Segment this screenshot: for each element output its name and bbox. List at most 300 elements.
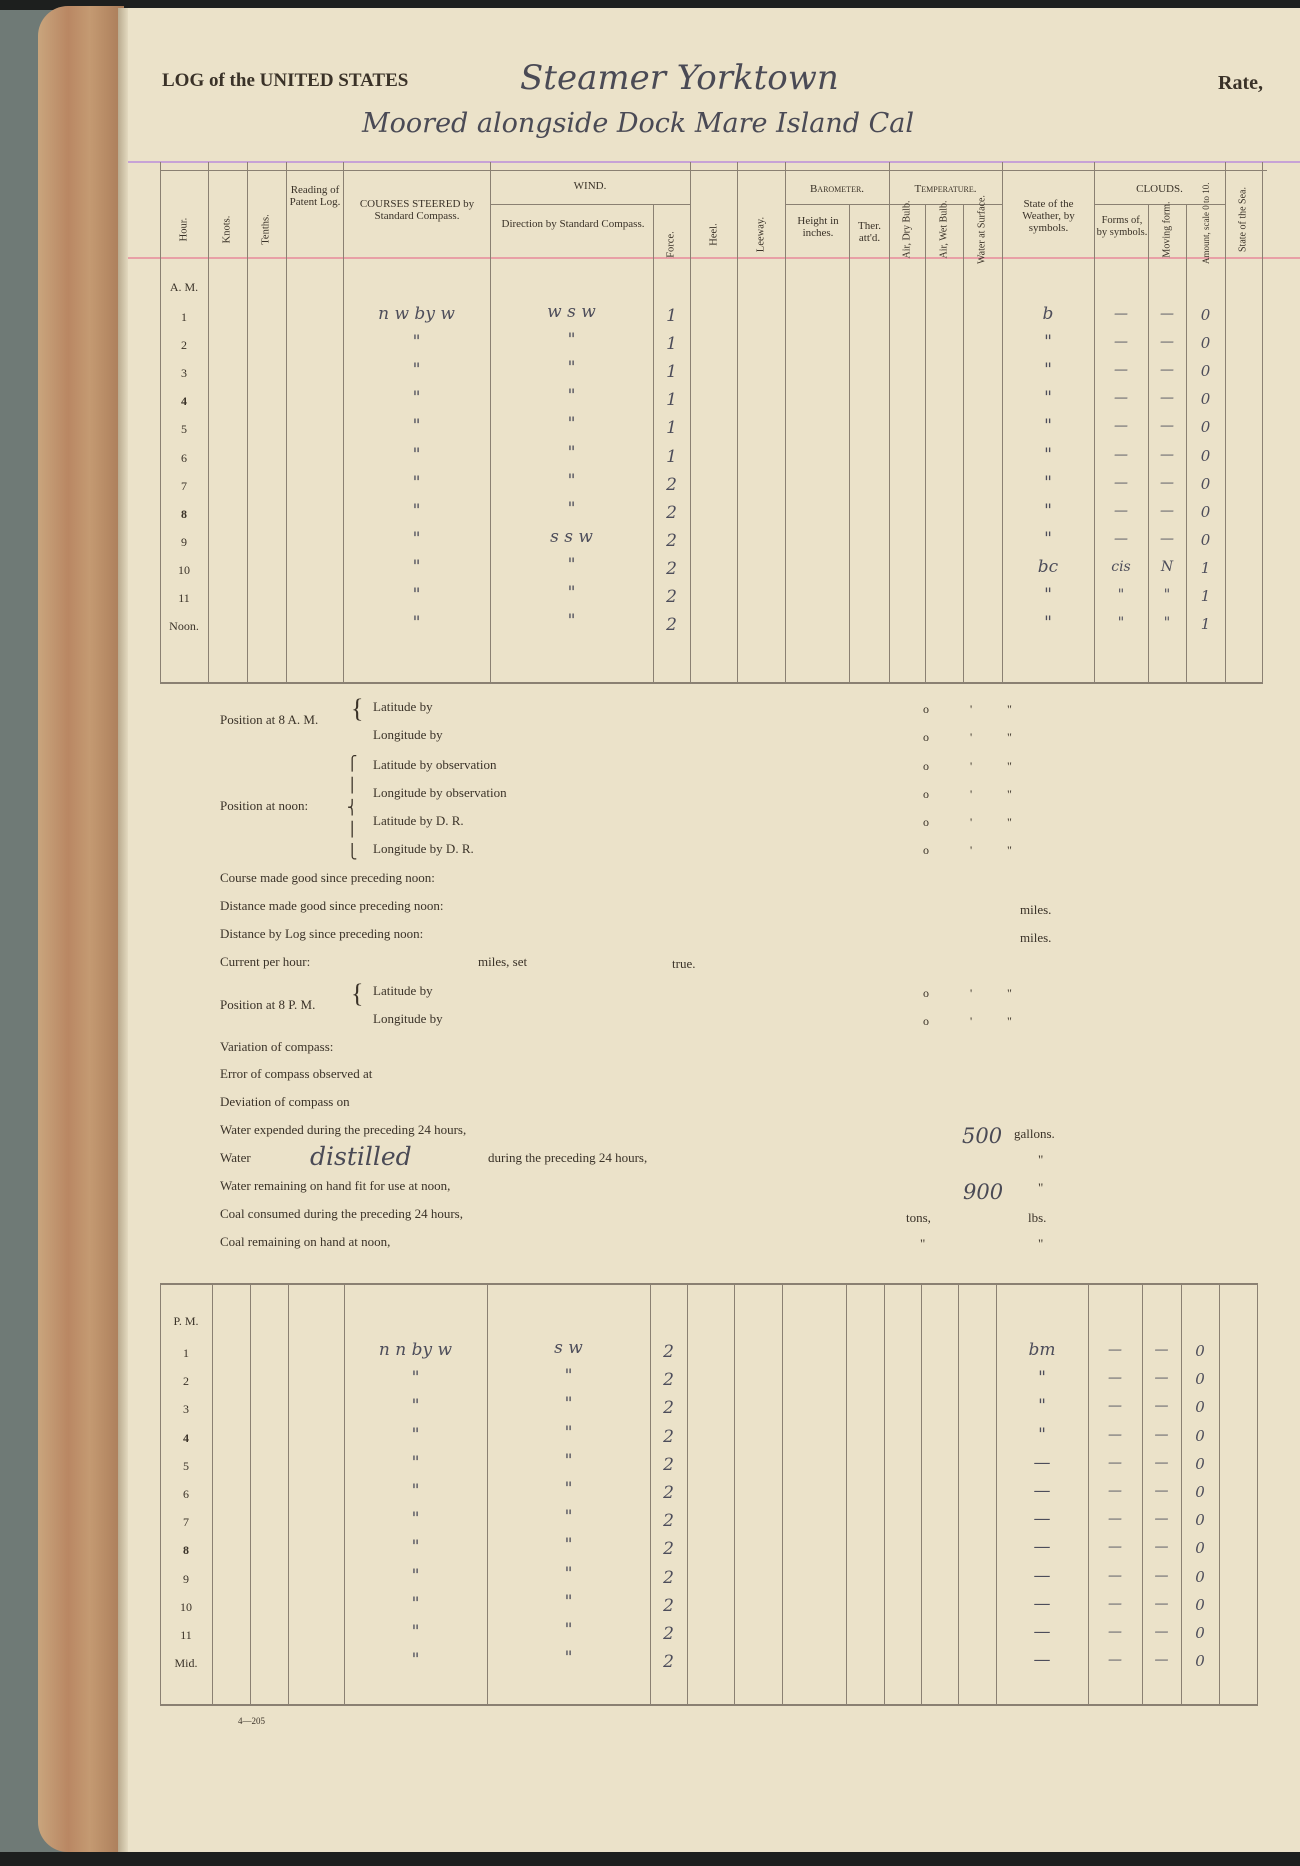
force-cell: 1	[666, 334, 677, 355]
cloud-amount-cell: 1	[1200, 587, 1211, 605]
minute-mark: '	[970, 1014, 973, 1028]
hdr-temperature: Temperature.	[914, 183, 977, 195]
cloud-amount-cell: 1	[1200, 615, 1211, 634]
table-top-line	[160, 170, 1267, 171]
water-expended: Water expended during the preceding 24 hours,	[220, 1122, 467, 1137]
hour-cell: 9	[181, 534, 187, 549]
cloud-amount-cell: 0	[1195, 1426, 1205, 1445]
force-cell: 2	[663, 1595, 674, 1616]
force-cell: 2	[663, 1511, 674, 1532]
miles-set: miles, set	[478, 954, 528, 969]
hdr-amount: Amount, scale 0 to 10.	[1201, 182, 1211, 264]
wind-direction-cell: "	[567, 554, 576, 575]
cloud-form-cell: —	[1108, 1511, 1122, 1528]
weather-cell: "	[1044, 444, 1052, 465]
course-cell: "	[412, 444, 421, 465]
second-mark: "	[1007, 1014, 1012, 1028]
cloud-form-cell: —	[1108, 1370, 1122, 1387]
force-cell: 2	[663, 1567, 674, 1588]
moving-form-cell: —	[1154, 1342, 1169, 1358]
force-cell: 2	[666, 530, 677, 551]
moving-form-cell: "	[1163, 587, 1171, 603]
hour-cell: 3	[181, 366, 187, 381]
weather-cell: —	[1033, 1481, 1051, 1501]
force-cell: 2	[663, 1454, 674, 1475]
minute-mark: '	[970, 815, 973, 829]
hdr-wet-bulb: Air, Wet Bulb.	[938, 200, 950, 259]
force-cell: 2	[666, 558, 677, 579]
col-line	[208, 162, 209, 682]
weather-cell: bm	[1028, 1340, 1056, 1360]
moving-form-cell: N	[1160, 558, 1174, 575]
col-line	[1257, 1283, 1258, 1706]
weather-cell: "	[1044, 332, 1052, 353]
col-line	[884, 1283, 885, 1706]
moving-form-cell: —	[1154, 1652, 1169, 1669]
degree-mark: o	[923, 986, 929, 1000]
course-cell: "	[411, 1481, 420, 1501]
cloud-amount-cell: 0	[1200, 362, 1211, 381]
moving-form-cell: —	[1154, 1539, 1169, 1556]
weather-cell: bc	[1037, 556, 1059, 577]
wind-direction-cell: "	[564, 1591, 573, 1612]
col-line	[958, 1283, 959, 1706]
cloud-form-cell: cis	[1111, 558, 1131, 575]
page-gutter	[118, 8, 128, 1854]
col-line	[690, 162, 691, 682]
col-line	[212, 1283, 213, 1706]
hour-cell: 6	[181, 450, 187, 465]
miles-2: miles.	[1020, 930, 1052, 945]
weather-cell: "	[1044, 360, 1052, 381]
wind-direction-cell: "	[567, 414, 576, 435]
col-line	[849, 204, 850, 682]
wind-direction-cell: "	[564, 1366, 573, 1387]
degree-mark: o	[923, 702, 929, 716]
brace-noon: ⎧ ⎪ ⎨ ⎪ ⎩	[347, 757, 358, 860]
am-label: A. M.	[169, 280, 199, 294]
weather-cell: —	[1033, 1593, 1051, 1614]
weather-cell: "	[1044, 613, 1052, 634]
hour-cell: 2	[183, 1374, 189, 1389]
moving-form-cell: "	[1163, 615, 1171, 632]
wind-direction-cell: "	[564, 1620, 573, 1640]
second-mark: "	[1007, 986, 1012, 1000]
book-fore-edge	[38, 6, 124, 1852]
col-line	[846, 1283, 847, 1706]
degree-mark: o	[923, 1014, 929, 1028]
cloud-amount-cell: 0	[1195, 1483, 1205, 1501]
course-cell: "	[411, 1537, 420, 1558]
second-mark: "	[1007, 759, 1012, 773]
force-cell: 2	[663, 1342, 674, 1362]
wind-direction-cell: "	[564, 1535, 573, 1556]
moving-form-cell: —	[1154, 1483, 1169, 1499]
hour-cell: 2	[181, 338, 187, 353]
wind-direction-cell: "	[564, 1648, 573, 1669]
rate-label: Rate,	[1218, 72, 1263, 94]
cloud-form-cell: —	[1114, 530, 1128, 547]
tons: tons,	[906, 1210, 931, 1225]
ditto-2: "	[1038, 1180, 1044, 1195]
hdr-water-surface: Water at Surface.	[976, 195, 988, 264]
force-cell: 2	[663, 1539, 674, 1560]
hour-cell: 6	[183, 1487, 189, 1501]
course-cell: "	[411, 1565, 420, 1586]
degree-mark: o	[923, 730, 929, 744]
hour-cell: 8	[183, 1543, 189, 1558]
form-number: 4—205	[238, 1716, 265, 1726]
hour-cell: 4	[181, 394, 187, 409]
hdr-courses: COURSES STEERED by Standard Compass.	[359, 198, 475, 222]
gallons: gallons.	[1014, 1126, 1055, 1141]
error: Error of compass observed at	[220, 1066, 373, 1081]
lon-obs: Longitude by observation	[373, 785, 507, 800]
pos-8am-label: Position at 8 A. M.	[220, 712, 319, 727]
minute-mark: '	[970, 702, 973, 716]
force-cell: 1	[666, 306, 677, 326]
cloud-amount-cell: 0	[1195, 1398, 1205, 1417]
brace-8pm: {	[351, 979, 364, 1008]
weather-cell: —	[1033, 1622, 1051, 1642]
wind-direction-cell: "	[567, 442, 576, 463]
wind-direction-cell: "	[567, 498, 576, 519]
course-cell: "	[411, 1509, 420, 1530]
course-cell: "	[412, 528, 421, 549]
moving-form-cell: —	[1154, 1567, 1169, 1584]
hdr-knots: Knots.	[221, 215, 233, 244]
cloud-form-cell: —	[1114, 334, 1128, 351]
course-cell: "	[411, 1396, 420, 1417]
course-cell: "	[411, 1452, 420, 1473]
force-cell: 2	[666, 587, 677, 607]
wind-direction-cell: "	[564, 1479, 573, 1499]
moving-form-cell: —	[1154, 1595, 1169, 1612]
second-mark: "	[1007, 702, 1012, 716]
cloud-form-cell: —	[1108, 1426, 1122, 1443]
second-mark: "	[1007, 843, 1012, 857]
lon-by-8pm: Longitude by	[373, 1011, 443, 1026]
degree-mark: o	[923, 759, 929, 773]
cloud-amount-cell: 0	[1195, 1454, 1205, 1473]
col-line	[925, 204, 926, 682]
minute-mark: '	[970, 730, 973, 744]
cloud-form-cell: "	[1117, 615, 1125, 632]
pos-noon-label: Position at noon:	[220, 798, 309, 813]
cloud-amount-cell: 0	[1195, 1511, 1205, 1530]
location-note: Moored alongside Dock Mare Island Cal	[362, 108, 914, 139]
force-cell: 2	[666, 474, 677, 495]
deviation: Deviation of compass on	[220, 1094, 350, 1109]
col-line	[782, 1283, 783, 1706]
lon-by: Longitude by	[373, 727, 443, 742]
second-mark: "	[1007, 787, 1012, 801]
moving-form-cell: —	[1160, 362, 1174, 379]
force-cell: 2	[663, 1398, 674, 1419]
moving-form-cell: —	[1160, 306, 1174, 322]
hour-cell: 9	[183, 1571, 189, 1586]
hdr-heel: Heel.	[708, 223, 720, 246]
course-cell: "	[412, 613, 421, 634]
wind-direction-cell: "	[564, 1422, 573, 1443]
wind-direction-cell: w s w	[547, 302, 596, 322]
true-label: true.	[672, 956, 696, 971]
hdr-leeway: Leeway.	[755, 216, 767, 253]
hour-cell: Noon.	[169, 619, 199, 634]
cloud-form-cell: —	[1108, 1454, 1122, 1471]
cloud-form-cell: —	[1108, 1539, 1122, 1556]
course-cell: "	[412, 556, 421, 577]
force-cell: 2	[663, 1624, 674, 1644]
cloud-form-cell: —	[1108, 1652, 1122, 1669]
remaining-value: 900	[963, 1180, 1004, 1204]
cloud-amount-cell: 0	[1200, 418, 1211, 437]
cloud-form-cell: —	[1114, 362, 1128, 379]
hdr-dry-bulb: Air, Dry Bulb.	[901, 200, 913, 259]
wind-direction-cell: s w	[554, 1338, 583, 1358]
force-cell: 1	[666, 362, 677, 383]
col-line	[1219, 1283, 1220, 1706]
second-mark: "	[1007, 730, 1012, 744]
cloud-form-cell: —	[1108, 1624, 1122, 1640]
course-cell: "	[411, 1650, 420, 1671]
moving-form-cell: —	[1160, 446, 1174, 463]
hour-cell: 8	[181, 506, 187, 521]
force-cell: 2	[666, 502, 677, 523]
lat-obs: Latitude by observation	[373, 757, 497, 772]
degree-mark: o	[923, 843, 929, 857]
lat-dr: Latitude by D. R.	[373, 813, 464, 828]
miles-1: miles.	[1020, 902, 1052, 917]
hour-cell: 7	[183, 1515, 189, 1530]
hdr-sea: State of the Sea.	[1237, 187, 1249, 252]
course-cell: "	[411, 1622, 420, 1642]
weather-cell: —	[1033, 1650, 1051, 1671]
minute-mark: '	[970, 843, 973, 857]
weather-cell: "	[1044, 472, 1052, 493]
weather-cell: "	[1044, 388, 1052, 409]
degree-mark: o	[923, 815, 929, 829]
col-line	[1186, 204, 1187, 682]
wind-direction-cell: "	[567, 583, 576, 603]
force-cell: 2	[666, 615, 677, 636]
weather-cell: —	[1033, 1509, 1051, 1530]
wind-subline	[490, 204, 690, 205]
cloud-amount-cell: 0	[1195, 1595, 1205, 1614]
during-label: during the preceding 24 hours,	[488, 1150, 648, 1165]
wind-direction-cell: "	[567, 330, 576, 351]
col-line	[1262, 162, 1263, 682]
hdr-moving: Moving form.	[1161, 201, 1173, 258]
hdr-patent-log: Reading of Patent Log.	[289, 184, 341, 208]
lbs: lbs.	[1028, 1210, 1047, 1225]
wind-direction-cell: "	[567, 386, 576, 407]
col-line	[889, 162, 890, 682]
cloud-form-cell: —	[1114, 390, 1128, 407]
ditto-4: "	[1038, 1236, 1044, 1251]
hour-cell: 5	[181, 422, 187, 437]
ditto-1: "	[1038, 1152, 1044, 1167]
course-cell: n n by w	[378, 1340, 453, 1360]
cloud-form-cell: —	[1114, 502, 1128, 519]
pm-bottom-line	[160, 1704, 1258, 1706]
cloud-form-cell: —	[1108, 1595, 1122, 1612]
course-cell: "	[412, 472, 421, 493]
course-cell: "	[411, 1424, 420, 1445]
col-line	[737, 162, 738, 682]
force-cell: 2	[663, 1652, 674, 1673]
hour-cell: 7	[181, 478, 187, 493]
hour-cell: 1	[183, 1346, 189, 1360]
log-title	[162, 70, 408, 92]
moving-form-cell: —	[1160, 474, 1174, 491]
course-cell: "	[411, 1368, 420, 1389]
course-cell: "	[412, 500, 421, 521]
cloud-form-cell: —	[1114, 418, 1128, 435]
lat-by-8pm: Latitude by	[373, 983, 433, 998]
cloud-amount-cell: 0	[1200, 530, 1211, 549]
minute-mark: '	[970, 759, 973, 773]
water-label: Water	[220, 1150, 251, 1165]
cloud-form-cell: —	[1114, 474, 1128, 491]
water-distilled: distilled	[310, 1142, 412, 1171]
hdr-wind-direction: Direction by Standard Compass.	[501, 218, 645, 230]
moving-form-cell: —	[1154, 1426, 1169, 1443]
hdr-height: Height in inches.	[797, 215, 839, 239]
col-line	[286, 162, 287, 682]
bottom-edge	[0, 1852, 1300, 1866]
col-line	[734, 1283, 735, 1706]
second-mark: "	[1007, 815, 1012, 829]
wind-direction-cell: "	[564, 1507, 573, 1528]
col-line	[921, 1283, 922, 1706]
wind-direction-cell: s s w	[550, 526, 593, 547]
hour-cell: 10	[178, 562, 190, 577]
weather-cell: "	[1044, 500, 1052, 521]
hdr-barometer: Barometer.	[809, 183, 865, 195]
current-label: Current per hour:	[220, 954, 311, 969]
cloud-amount-cell: 0	[1195, 1342, 1205, 1360]
lon-dr: Longitude by D. R.	[373, 841, 474, 856]
moving-form-cell: —	[1160, 390, 1174, 407]
wind-direction-cell: "	[564, 1450, 573, 1471]
log-prefix: LOG of the	[162, 70, 255, 91]
hdr-wind: WIND.	[573, 180, 607, 192]
cloud-amount-cell: 1	[1200, 558, 1211, 577]
cloud-amount-cell: 0	[1195, 1652, 1205, 1671]
wind-direction-cell: "	[564, 1394, 573, 1415]
purple-rule	[128, 161, 1300, 163]
moving-form-cell: —	[1154, 1511, 1169, 1528]
course-cell: n w by w	[378, 304, 455, 324]
lat-by: Latitude by	[373, 699, 433, 714]
col-line	[963, 204, 964, 682]
cloud-amount-cell: 0	[1200, 474, 1211, 493]
weather-cell: —	[1033, 1452, 1051, 1473]
col-line	[1148, 204, 1149, 682]
course-cell: "	[412, 585, 421, 605]
hour-cell: 1	[181, 310, 187, 324]
course-cell: "	[412, 360, 421, 381]
wind-direction-cell: "	[567, 611, 576, 632]
hour-cell: 11	[180, 1628, 192, 1642]
distance-log: Distance by Log since preceding noon:	[220, 926, 424, 941]
moving-form-cell: —	[1154, 1398, 1169, 1415]
cloud-form-cell: —	[1114, 306, 1128, 322]
cloud-form-cell: —	[1108, 1483, 1122, 1499]
weather-cell: "	[1038, 1368, 1046, 1389]
degree-mark: o	[923, 787, 929, 801]
cloud-amount-cell: 0	[1195, 1624, 1205, 1642]
pos-8pm-label: Position at 8 P. M.	[220, 997, 316, 1012]
cloud-amount-cell: 0	[1200, 502, 1211, 521]
weather-cell: "	[1044, 528, 1052, 549]
distance-made: Distance made good since preceding noon:	[220, 898, 444, 913]
expended-value: 500	[962, 1124, 1003, 1148]
force-cell: 1	[666, 418, 677, 439]
course-cell: "	[412, 332, 421, 353]
weather-cell: —	[1033, 1537, 1051, 1558]
weather-cell: "	[1038, 1396, 1046, 1417]
brace: {	[351, 694, 364, 723]
cloud-form-cell: —	[1108, 1398, 1122, 1415]
weather-cell: —	[1033, 1565, 1051, 1586]
hdr-hour: Hour.	[178, 217, 190, 242]
hour-cell: 4	[183, 1430, 189, 1445]
force-cell: 1	[666, 446, 677, 467]
hdr-clouds: CLOUDS.	[1136, 183, 1183, 195]
col-line	[687, 1283, 688, 1706]
moving-form-cell: —	[1160, 334, 1174, 351]
coal-consumed: Coal consumed during the preceding 24 hours,	[220, 1206, 463, 1221]
col-line	[288, 1283, 289, 1706]
cloud-form-cell: —	[1108, 1342, 1122, 1358]
course-cell: "	[412, 388, 421, 409]
cloud-amount-cell: 0	[1200, 446, 1211, 465]
hdr-ther: Ther. att'd.	[858, 220, 881, 244]
hour-cell: 10	[180, 1599, 192, 1614]
weather-cell: "	[1044, 416, 1052, 437]
ditto-3: "	[920, 1236, 926, 1251]
wind-direction-cell: "	[564, 1563, 573, 1584]
coal-remaining: Coal remaining on hand at noon,	[220, 1234, 391, 1249]
water-remaining: Water remaining on hand fit for use at noon,	[220, 1178, 451, 1193]
cloud-form-cell: —	[1114, 446, 1128, 463]
course-cell: "	[412, 416, 421, 437]
force-cell: 1	[666, 390, 677, 411]
wind-direction-cell: "	[567, 358, 576, 379]
ship-name: Steamer Yorktown	[520, 58, 839, 98]
force-cell: 2	[663, 1370, 674, 1391]
cloud-amount-cell: 0	[1200, 306, 1211, 324]
moving-form-cell: —	[1154, 1454, 1169, 1471]
united-states: UNITED STATES	[259, 70, 409, 91]
col-line	[250, 1283, 251, 1706]
cloud-form-cell: —	[1108, 1567, 1122, 1584]
minute-mark: '	[970, 986, 973, 1000]
baro-subline	[785, 204, 889, 205]
hdr-tenths: Tenths.	[260, 214, 272, 245]
table-bottom-line	[160, 682, 1263, 684]
cloud-amount-cell: 0	[1200, 334, 1211, 353]
hdr-force: Force.	[665, 231, 677, 258]
weather-cell: b	[1042, 304, 1054, 324]
col-line	[653, 204, 654, 682]
cloud-form-cell: "	[1117, 587, 1125, 603]
cloud-amount-cell: 0	[1195, 1539, 1205, 1558]
col-line	[247, 162, 248, 682]
col-line	[1225, 162, 1226, 682]
